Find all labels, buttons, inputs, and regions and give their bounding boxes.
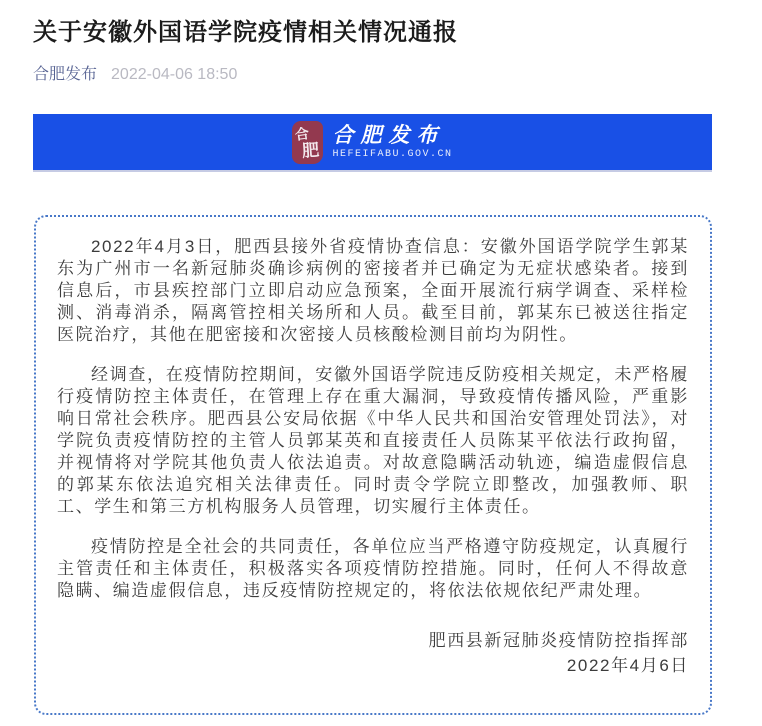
signature-block [57,628,689,678]
notice-box [34,215,712,715]
source-link[interactable]: 合肥发布 [33,66,98,83]
brand-name: 合肥发布 [332,123,445,147]
notice-paragraph-3: 疫情防控是全社会的共同责任，各单位应当严格遵守防疫规定，认真履行主管责任和主体责任，积极落实各项疫情防控措施。同时，任何人不得故意隐瞒、编造虚假信息，违反疫情防控规定的，将依法依规依纪严肃处理。 [57,537,689,600]
signature-date: 2022年4月6日 [566,656,689,675]
seal-char-he: 合 [294,124,311,143]
notice-paragraph-1: 2022年4月3日，肥西县接外省疫情协查信息：安徽外国语学院学生郭某东为广州市一名新冠肺炎确诊病例的密接者并已确定为无症状感染者。接到信息后，市县疾控部门立即启动应急预案，全面开展流行病学调查、采样检测、消毒消杀，隔离管控相关场所和人员。截至目前，郭某东已被送往指定医院治疗，其他在肥密接和次密接人员核酸检测目前均为阴性。 [57,237,689,344]
byline [33,61,712,84]
brand-domain: HEFEIFABU.GOV.CN [332,148,453,160]
hefei-seal-icon [292,121,323,164]
brand-logo [292,121,452,164]
brand-text [332,124,452,161]
signature-org: 肥西县新冠肺炎疫情防控指挥部 [428,631,689,650]
publish-timestamp: 2022-04-06 18:50 [111,66,238,83]
hefei-fabu-banner [33,114,712,172]
notice-paragraph-2: 经调查，在疫情防控期间，安徽外国语学院违反防疫相关规定，未严格履行疫情防控主体责任，在管理上存在重大漏洞，导致疫情传播风险，严重影响日常社会秩序。肥西县公安局依据《中华人民共和国治安管理处罚法》，对学院负责疫情防控的主管人员郭某英和直接责任人员陈某平依法行政拘留，并视情将对学院其他负责人依法追责。对故意隐瞒活动轨迹，编造虚假信息的郭某东依法追究相关法律责任。同时责令学院立即整改，加强教师、职工、学生和第三方机构服务人员管理，切实履行主体责任。 [57,365,689,516]
seal-char-fei: 肥 [301,139,321,161]
page-title: 关于安徽外国语学院疫情相关情况通报 [33,19,458,46]
